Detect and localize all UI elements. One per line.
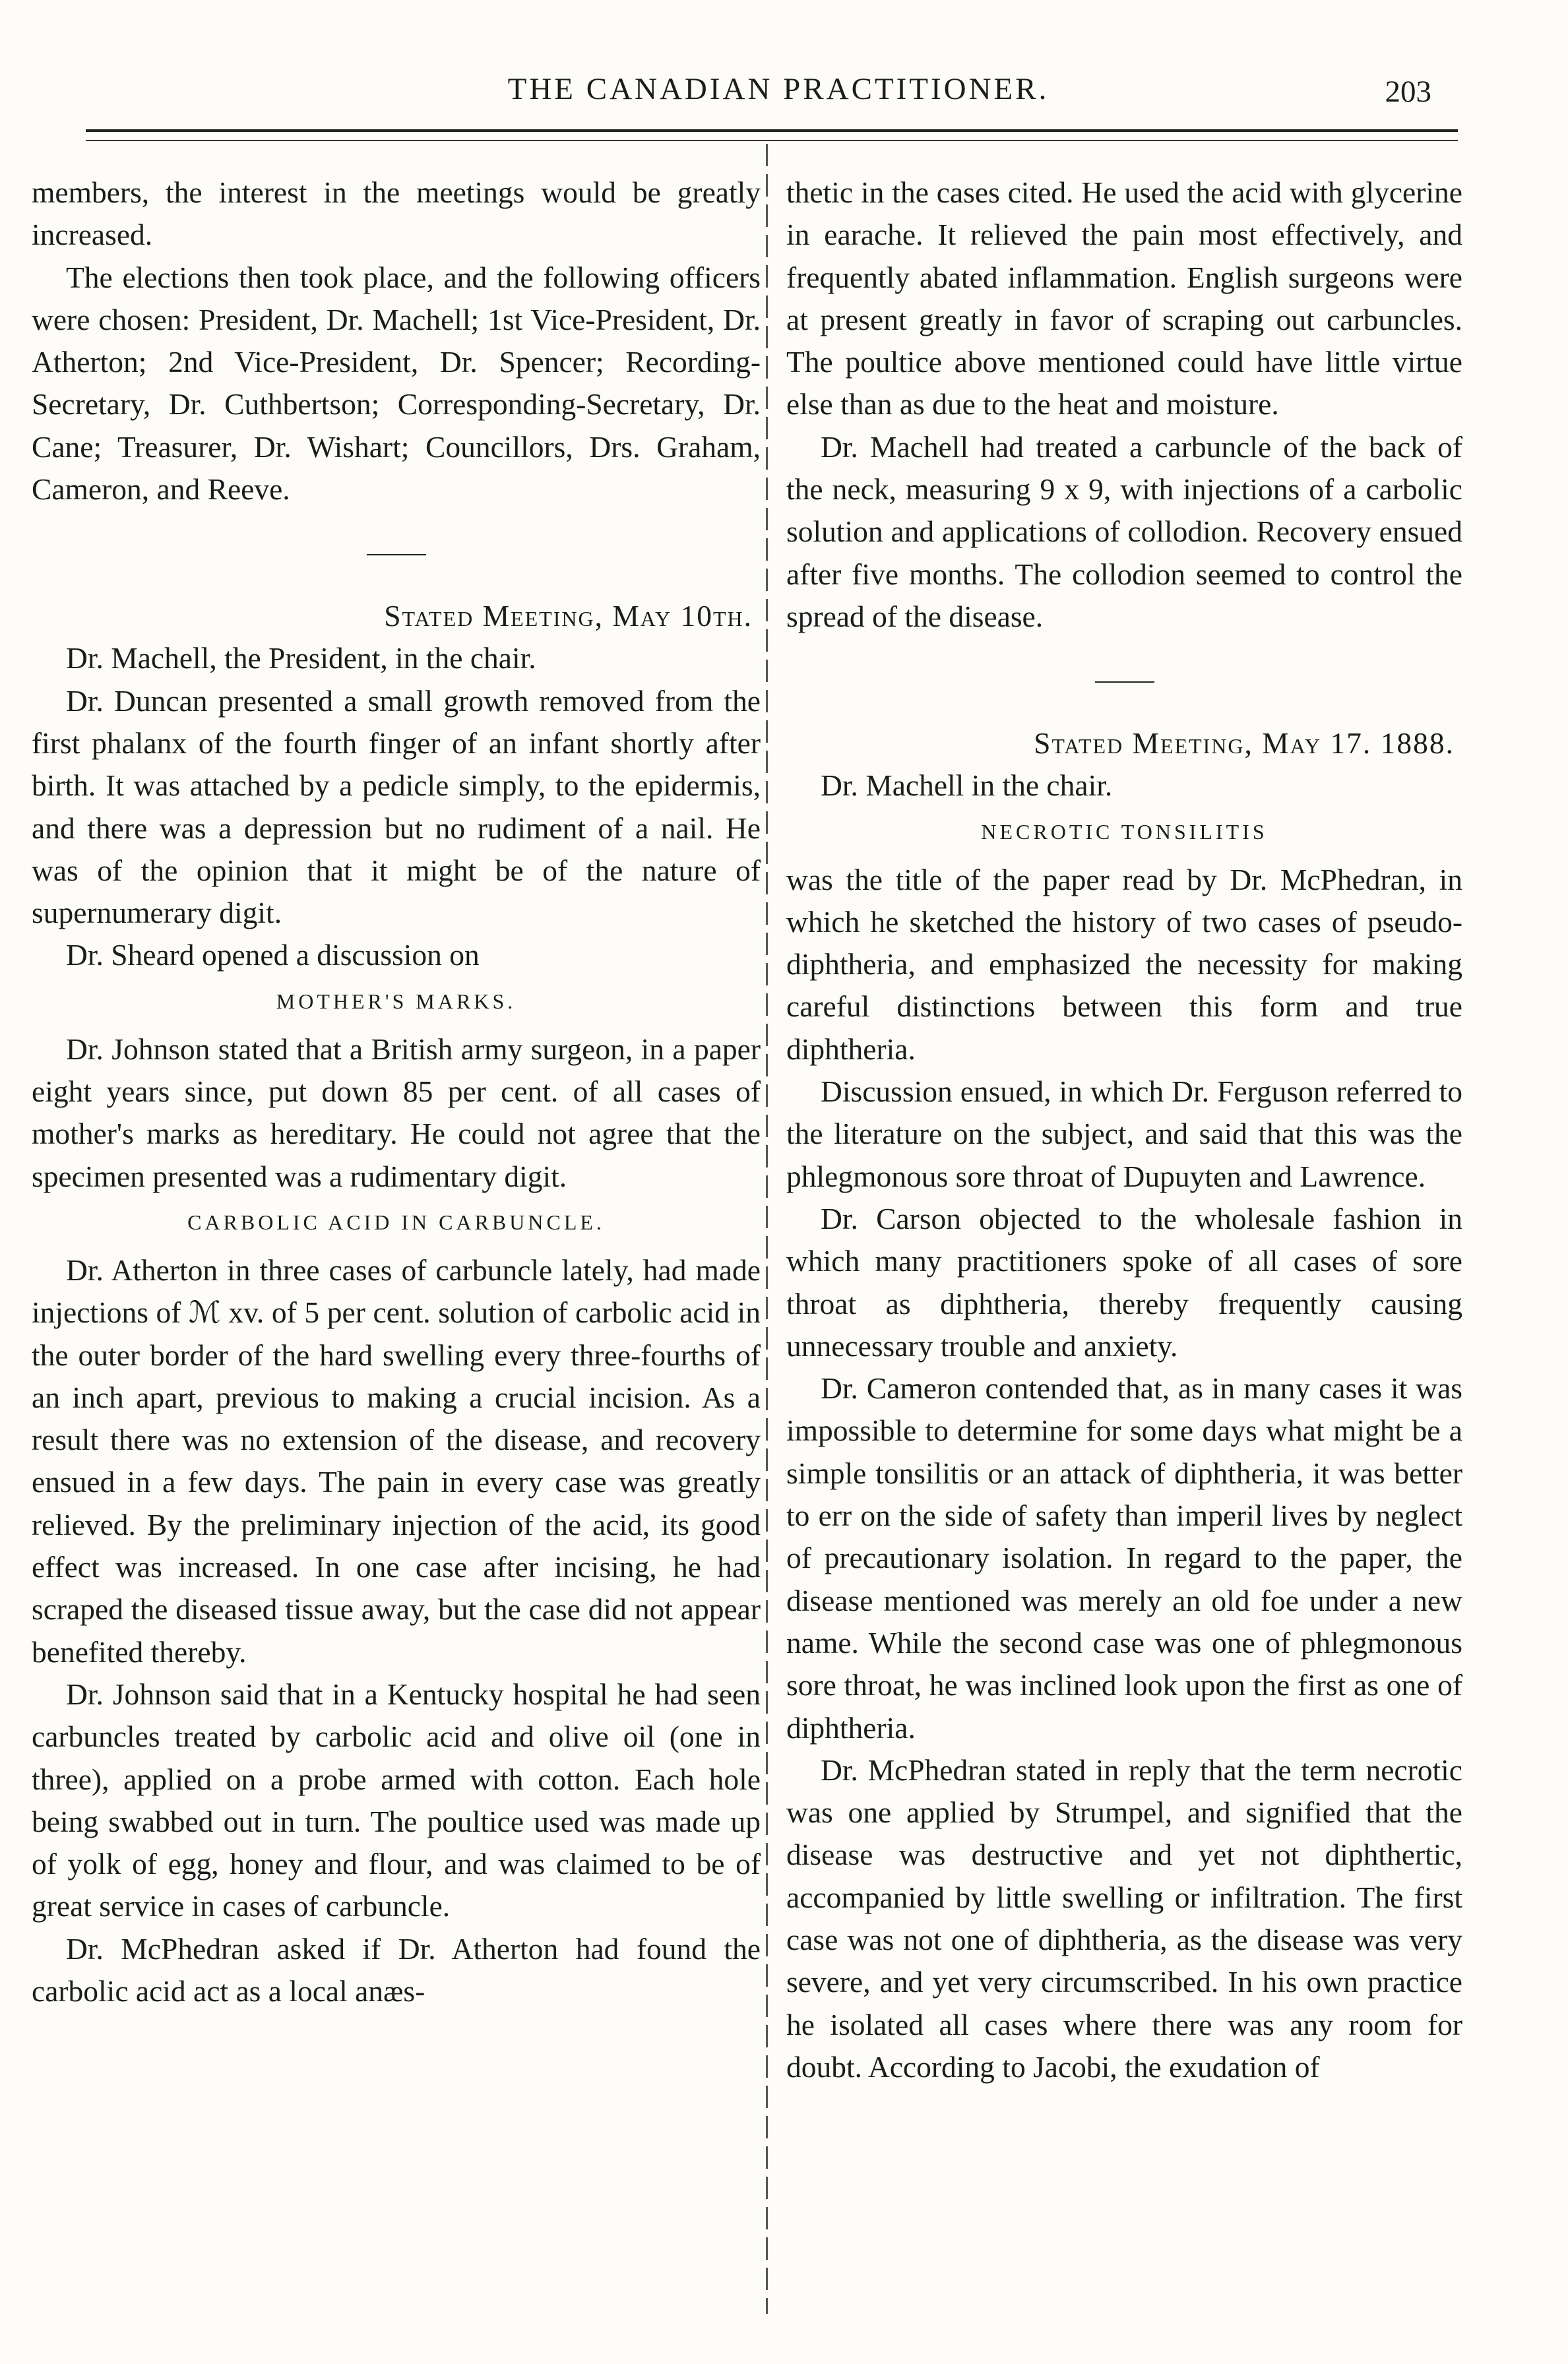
paragraph: Dr. Duncan presented a small growth removed from the first phalanx of the fourth finger of an infant shortly after birth. It was attached by a pedicle simply, to the epidermis, and there was a depression but no rudiment of a nail. He was of the opinion that it might be of the nature of supernumerary digit. (32, 683, 761, 930)
journal-title: THE CANADIAN PRACTITIONER. (507, 72, 1050, 106)
section-separator (32, 530, 761, 573)
paragraph: Dr. Machell had treated a carbuncle of the back of the neck, measuring 9 x 9, with injections of a carbolic solution and applications of collodion. Recovery ensued after five months. The collodion seemed to control the spread of the disease. (786, 429, 1462, 633)
paragraph: Dr. Johnson stated that a British army surgeon, in a paper eight years since, put down 85 per cent. of all cases of mother's marks as hereditary. He could not agree that the specimen presented was a rudimentary digit. (32, 1032, 761, 1193)
paragraph: Dr. McPhedran stated in reply that the term necrotic was one applied by Strumpel, and signified that the disease was destructive and yet not diphthertic, accompanied by little swelling or infiltration. The first case was not one of diphtheria, as the disease was very severe, and yet very circumscribed. In his own practice he isolated all cases where there was any room for doubt. According to Jacobi, the exudation of (786, 1753, 1462, 2084)
paragraph: Dr. Cameron contended that, as in many cases it was impossible to determine for some days what might be a simple tonsilitis or an attack of diphtheria, it was better to err on the side of safety than imperil lives by neglect of precautionary isolation. In regard to the paper, the disease mentioned was merely an old foe under a new name. While the second case was one of phlegmonous sore throat, he was inclined look upon the first as one of diphtheria. (786, 1371, 1462, 1745)
paragraph: Dr. Carson objected to the wholesale fashion in which many practitioners spoke of all cases of sore throat as diphtheria, thereby frequently causing unnecessary trouble and anxiety. (786, 1201, 1462, 1363)
section-separator (786, 658, 1462, 700)
paragraph: The elections then took place, and the following officers were chosen: President, Dr. Machell; 1st Vice-President, Dr. Atherton; 2nd Vice-President, Dr. Spencer; Recording-Secretary, Dr. Cuthbertson; Corresponding-Secretary, Dr. Cane; Treasurer, Dr. Wishart; Councillors, Drs. Graham, Cameron, and Reeve. (32, 260, 761, 507)
paragraph: Discussion ensued, in which Dr. Ferguson referred to the literature on the subject, and said that this was the phlegmonous sore throat of Dupuyten and Lawrence. (786, 1074, 1462, 1193)
section-heading: NECROTIC TONSILITIS (981, 819, 1268, 844)
running-head (86, 71, 1471, 117)
paragraph: members, the interest in the meetings would be greatly increased. (32, 175, 761, 252)
header-rule-thin (86, 140, 1458, 141)
meeting-heading: Stated Meeting, May 17. 1888. (1034, 726, 1455, 761)
section-heading: MOTHER'S MARKS. (276, 989, 517, 1013)
left-column (32, 171, 761, 2012)
paragraph: Dr. Machell in the chair. (821, 768, 1113, 803)
page-number: 203 (1385, 75, 1431, 109)
right-column (786, 171, 1462, 2088)
paragraph: Dr. Johnson said that in a Kentucky hospital he had seen carbuncles treated by carbolic acid and olive oil (one in three), applied on a probe armed with cotton. Each hole being swabbed out in turn. The poultice used was made up of yolk of egg, honey and flour, and was claimed to be of great service in cases of carbuncle. (32, 1677, 761, 1923)
paragraph: Dr. McPhedran asked if Dr. Atherton had found the carbolic acid act as a local anæs- (32, 1931, 761, 2008)
meeting-heading: Stated Meeting, May 10th. (384, 599, 753, 633)
paragraph: Dr. Machell, the President, in the chair. (66, 641, 536, 675)
section-heading: CARBOLIC ACID IN CARBUNCLE. (187, 1210, 605, 1234)
paragraph: was the title of the paper read by Dr. McPhedran, in which he sketched the history of two cases of pseudo-diphtheria, and emphasized the necessity for making careful distinctions between this form and true diphtheria. (786, 862, 1462, 1066)
paragraph: Dr. Atherton in three cases of carbuncle lately, had made injections of ℳ xv. of 5 per cent. solution of carbolic acid in the outer border of the hard swelling every three-fourths of an inch apart, previous to making a crucial incision. As a result there was no extension of the disease, and recovery ensued in a few days. The pain in every case was greatly relieved. By the preliminary injection of the acid, its good effect was increased. In one case after incising, he had scraped the diseased tissue away, but the case did not appear benefited thereby. (32, 1253, 761, 1669)
header-rule (86, 129, 1458, 132)
paragraph: thetic in the cases cited. He used the acid with glycerine in earache. It relieved the pain most effectively, and frequently abated inflammation. English surgeons were at present greatly in favor of scraping out carbuncles. The poultice above mentioned could have little virtue else than as due to the heat and moisture. (786, 175, 1462, 421)
column-divider (766, 144, 768, 2314)
paragraph: Dr. Sheard opened a discussion on (66, 938, 480, 972)
